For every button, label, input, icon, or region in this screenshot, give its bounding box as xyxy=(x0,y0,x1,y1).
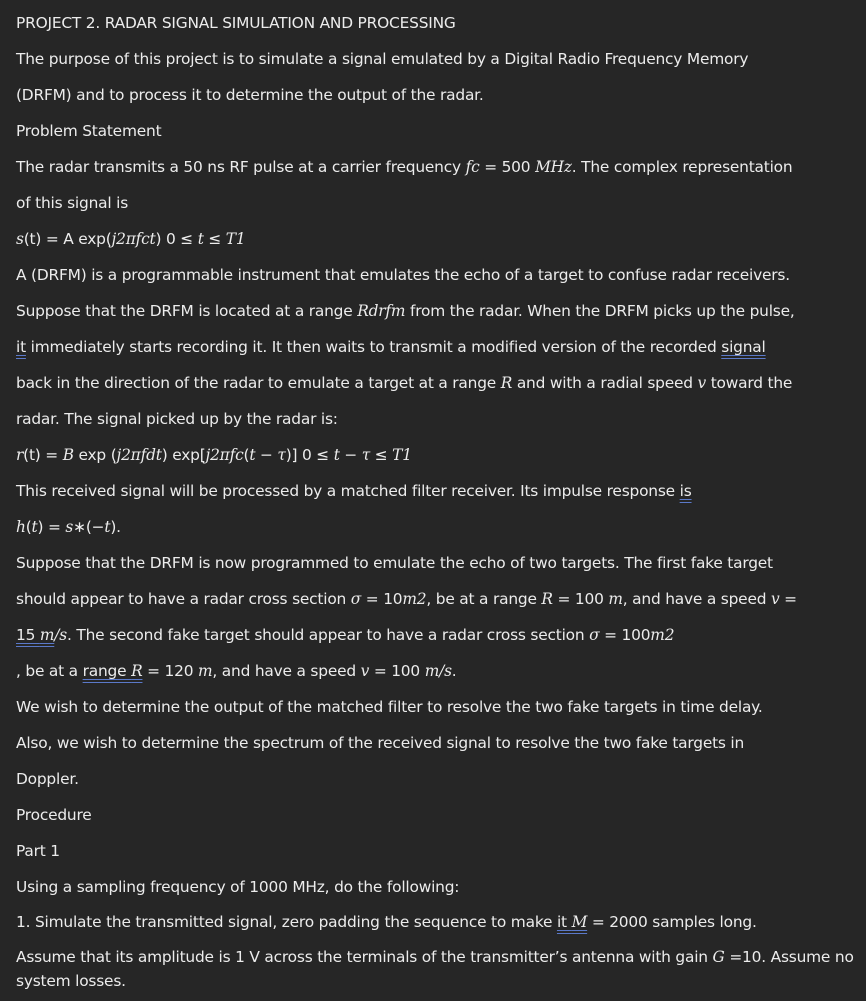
grammar-underline[interactable]: it xyxy=(16,338,26,356)
drfm-paragraph-line-5: radar. The signal picked up by the radar is: xyxy=(16,410,338,428)
grammar-underline[interactable]: 15 m xyxy=(16,626,55,644)
procedure-heading: Procedure xyxy=(16,806,92,824)
drfm-paragraph-line-4: back in the direction of the radar to emulate a target at a range R and with a radial speed v toward the xyxy=(16,374,793,392)
sampling-paragraph: Using a sampling frequency of 1000 MHz, do the following: xyxy=(16,878,460,896)
problem-statement-heading: Problem Statement xyxy=(16,122,162,140)
intro-paragraph-line-2: (DRFM) and to process it to determine the output of the radar. xyxy=(16,86,484,104)
equation-received-signal: r(t) = B exp (j2πfdt) exp[j2πfc(t − τ)] 0 ≤ t − τ ≤ T1 xyxy=(16,446,412,464)
goal-paragraph-line-1: We wish to determine the output of the matched filter to resolve the two fake targets in time delay. xyxy=(16,698,763,716)
targets-paragraph-line-4: , be at a range R = 120 m, and have a speed v = 100 m/s. xyxy=(16,662,457,680)
document-title: PROJECT 2. RADAR SIGNAL SIMULATION AND PROCESSING xyxy=(16,14,456,32)
drfm-paragraph-line-3: it immediately starts recording it. It then waits to transmit a modified version of the recorded signal xyxy=(16,338,766,356)
intro-paragraph-line-1: The purpose of this project is to simulate a signal emulated by a Digital Radio Frequency Memory xyxy=(16,50,749,68)
equation-transmitted-signal: s(t) = A exp(j2πfct) 0 ≤ t ≤ T1 xyxy=(16,230,246,248)
targets-paragraph-line-1: Suppose that the DRFM is now programmed to emulate the echo of two targets. The first fake target xyxy=(16,554,773,572)
grammar-underline[interactable]: is xyxy=(679,482,692,500)
goal-paragraph-line-2: Also, we wish to determine the spectrum of the received signal to resolve the two fake targets in xyxy=(16,734,745,752)
equation-impulse-response: h(t) = s∗(−t). xyxy=(16,518,121,536)
targets-paragraph-line-2: should appear to have a radar cross section σ = 10m2, be at a range R = 100 m, and have a speed v = xyxy=(16,590,797,608)
matched-filter-paragraph: This received signal will be processed by a matched filter receiver. Its impulse response is xyxy=(16,482,692,500)
problem-paragraph-line-1: The radar transmits a 50 ns RF pulse at a carrier frequency fc = 500 MHz. The complex representation xyxy=(16,158,793,176)
grammar-underline[interactable]: range R xyxy=(82,662,143,680)
amplitude-paragraph: Assume that its amplitude is 1 V across the terminals of the transmitter’s antenna with gain G =10. Assume no system losses. xyxy=(16,948,854,990)
targets-paragraph-line-3: 15 m/s. The second fake target should appear to have a radar cross section σ = 100m2 xyxy=(16,626,675,644)
drfm-paragraph-line-2: Suppose that the DRFM is located at a range Rdrfm from the radar. When the DRFM picks up the pulse, xyxy=(16,302,795,320)
grammar-underline[interactable]: it M xyxy=(556,913,588,931)
goal-paragraph-line-3: Doppler. xyxy=(16,770,79,788)
problem-paragraph-line-2: of this signal is xyxy=(16,194,129,212)
drfm-paragraph-line-1: A (DRFM) is a programmable instrument that emulates the echo of a target to confuse radar receivers. xyxy=(16,266,790,284)
grammar-underline[interactable]: signal xyxy=(721,338,766,356)
part1-heading: Part 1 xyxy=(16,842,60,860)
step-1-paragraph: 1. Simulate the transmitted signal, zero padding the sequence to make it M = 2000 samples long. xyxy=(16,913,757,931)
